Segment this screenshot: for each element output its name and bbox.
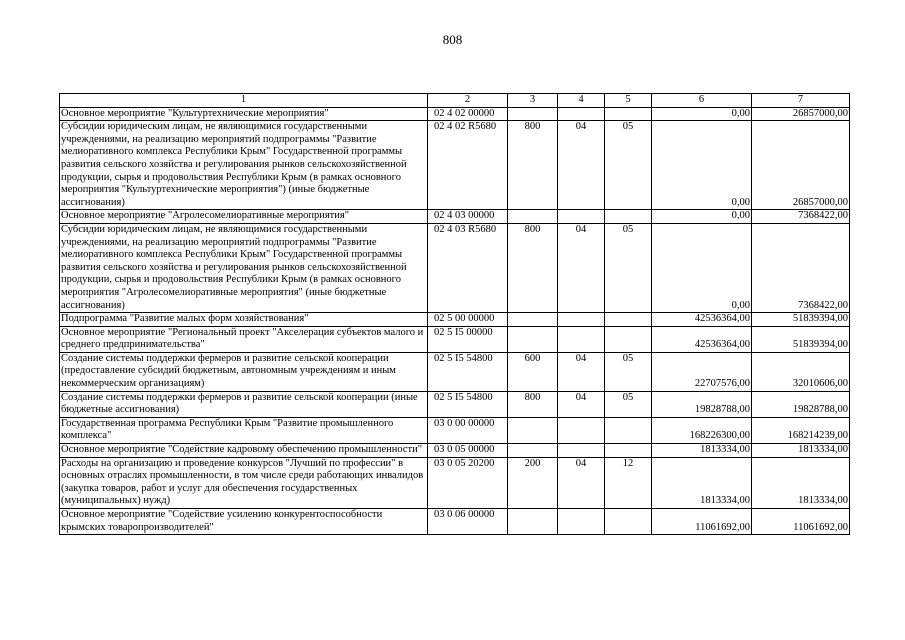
- amount-year-1-cell: 11061692,00: [652, 509, 752, 535]
- table-row: [60, 313, 850, 327]
- amount-year-2-cell: 7368422,00: [752, 210, 850, 224]
- table-row: [60, 121, 850, 210]
- subsection-cell: [605, 210, 652, 224]
- column-number: 5: [605, 94, 652, 108]
- row-name-cell: Основное мероприятие "Содействие усилению конкурентоспособности крымских товаропроизводителей": [60, 509, 428, 535]
- expense-type-cell: 200: [508, 457, 558, 508]
- section-cell: 04: [558, 352, 605, 391]
- row-name-cell: Создание системы поддержки фермеров и развитие сельской кооперации (иные бюджетные ассигнования): [60, 391, 428, 417]
- row-name-cell: Основное мероприятие "Региональный проект "Акселерация субъектов малого и среднего предпринимательства": [60, 326, 428, 352]
- amount-year-2-cell: 1813334,00: [752, 444, 850, 458]
- column-number: 7: [752, 94, 850, 108]
- amount-year-2-cell: 26857000,00: [752, 107, 850, 121]
- expense-type-cell: 800: [508, 121, 558, 210]
- budget-table: [59, 93, 850, 535]
- page-number: 808: [442, 32, 463, 47]
- row-name-cell: Государственная программа Республики Крым "Развитие промышленного комплекса": [60, 417, 428, 443]
- expense-type-cell: 600: [508, 352, 558, 391]
- table-row: [60, 391, 850, 417]
- row-name-cell: Расходы на организацию и проведение конкурсов "Лучший по профессии" в основных отраслях промышленности, в том числе среди работающих инвалидов (закупка товаров, работ и услуг для обеспечения государственных (муниципальных) нужд): [60, 457, 428, 508]
- section-cell: [558, 444, 605, 458]
- amount-year-1-cell: 42536364,00: [652, 326, 752, 352]
- amount-year-1-cell: 19828788,00: [652, 391, 752, 417]
- amount-year-2-cell: 51839394,00: [752, 313, 850, 327]
- target-article-code-cell: 03 0 05 20200: [428, 457, 508, 508]
- row-name-cell: Субсидии юридическим лицам, не являющимися государственными учреждениями, на реализацию мероприятий подпрограммы "Развитие мелиоративного комплекса Республики Крым" Государственной программы развития сельского хозяйства и регулирования рынков сельскохозяйственной продукции, сырья и продовольствия Республики Крым (в рамках основного мероприятия "Культуртехнические мероприятия") (иные бюджетные ассигнования): [60, 121, 428, 210]
- subsection-cell: 05: [605, 352, 652, 391]
- column-number-row: [60, 94, 850, 108]
- section-cell: [558, 417, 605, 443]
- row-name-cell: Основное мероприятие "Культуртехнические мероприятия": [60, 107, 428, 121]
- table-row: [60, 223, 850, 312]
- expense-type-cell: [508, 417, 558, 443]
- target-article-code-cell: 02 5 I5 54800: [428, 352, 508, 391]
- target-article-code-cell: 02 5 I5 54800: [428, 391, 508, 417]
- target-article-code-cell: 03 0 00 00000: [428, 417, 508, 443]
- subsection-cell: [605, 326, 652, 352]
- row-name-cell: Основное мероприятие "Агролесомелиоративные мероприятия": [60, 210, 428, 224]
- column-number: 6: [652, 94, 752, 108]
- expense-type-cell: [508, 107, 558, 121]
- amount-year-2-cell: 51839394,00: [752, 326, 850, 352]
- subsection-cell: [605, 417, 652, 443]
- expense-type-cell: [508, 326, 558, 352]
- target-article-code-cell: 02 4 02 00000: [428, 107, 508, 121]
- section-cell: [558, 509, 605, 535]
- section-cell: 04: [558, 223, 605, 312]
- section-cell: 04: [558, 391, 605, 417]
- amount-year-2-cell: 11061692,00: [752, 509, 850, 535]
- amount-year-2-cell: 7368422,00: [752, 223, 850, 312]
- amount-year-1-cell: 168226300,00: [652, 417, 752, 443]
- amount-year-2-cell: 32010606,00: [752, 352, 850, 391]
- column-number: 3: [508, 94, 558, 108]
- row-name-cell: Подпрограмма "Развитие малых форм хозяйствования": [60, 313, 428, 327]
- amount-year-1-cell: 1813334,00: [652, 444, 752, 458]
- amount-year-2-cell: 168214239,00: [752, 417, 850, 443]
- subsection-cell: 05: [605, 391, 652, 417]
- table-row: [60, 457, 850, 508]
- subsection-cell: [605, 444, 652, 458]
- section-cell: [558, 210, 605, 224]
- subsection-cell: [605, 313, 652, 327]
- subsection-cell: 12: [605, 457, 652, 508]
- row-name-cell: Создание системы поддержки фермеров и развитие сельской кооперации (предоставление субсидий бюджетным, автономным учреждениям и иным некоммерческим организациям): [60, 352, 428, 391]
- subsection-cell: [605, 107, 652, 121]
- column-number: 4: [558, 94, 605, 108]
- table-row: [60, 352, 850, 391]
- table-row: [60, 444, 850, 458]
- amount-year-1-cell: 0,00: [652, 223, 752, 312]
- amount-year-1-cell: 22707576,00: [652, 352, 752, 391]
- amount-year-1-cell: 0,00: [652, 107, 752, 121]
- expense-type-cell: 800: [508, 391, 558, 417]
- table-row: [60, 509, 850, 535]
- expense-type-cell: [508, 210, 558, 224]
- target-article-code-cell: 02 4 03 00000: [428, 210, 508, 224]
- subsection-cell: 05: [605, 223, 652, 312]
- target-article-code-cell: 02 5 I5 00000: [428, 326, 508, 352]
- expense-type-cell: [508, 509, 558, 535]
- target-article-code-cell: 02 4 03 R5680: [428, 223, 508, 312]
- table-row: [60, 417, 850, 443]
- row-name-cell: Субсидии юридическим лицам, не являющимися государственными учреждениями, на реализацию мероприятий подпрограммы "Развитие мелиоративного комплекса Республики Крым" Государственной программы развития сельского хозяйства и регулирования рынков сельскохозяйственной продукции, сырья и продовольствия Республики Крым (в рамках основного мероприятия "Агролесомелиоративные мероприятия" (иные бюджетные ассигнования): [60, 223, 428, 312]
- column-number: 2: [428, 94, 508, 108]
- subsection-cell: 05: [605, 121, 652, 210]
- amount-year-2-cell: 19828788,00: [752, 391, 850, 417]
- target-article-code-cell: 03 0 06 00000: [428, 509, 508, 535]
- section-cell: 04: [558, 121, 605, 210]
- amount-year-2-cell: 26857000,00: [752, 121, 850, 210]
- row-name-cell: Основное мероприятие "Содействие кадровому обеспечению промышленности": [60, 444, 428, 458]
- subsection-cell: [605, 509, 652, 535]
- amount-year-2-cell: 1813334,00: [752, 457, 850, 508]
- expense-type-cell: 800: [508, 223, 558, 312]
- amount-year-1-cell: 0,00: [652, 210, 752, 224]
- column-number: 1: [60, 94, 428, 108]
- target-article-code-cell: 03 0 05 00000: [428, 444, 508, 458]
- target-article-code-cell: 02 4 02 R5680: [428, 121, 508, 210]
- section-cell: [558, 326, 605, 352]
- budget-table-body: [60, 94, 850, 535]
- section-cell: [558, 313, 605, 327]
- section-cell: 04: [558, 457, 605, 508]
- target-article-code-cell: 02 5 00 00000: [428, 313, 508, 327]
- expense-type-cell: [508, 444, 558, 458]
- amount-year-1-cell: 0,00: [652, 121, 752, 210]
- expense-type-cell: [508, 313, 558, 327]
- amount-year-1-cell: 42536364,00: [652, 313, 752, 327]
- table-row: [60, 326, 850, 352]
- amount-year-1-cell: 1813334,00: [652, 457, 752, 508]
- section-cell: [558, 107, 605, 121]
- table-row: [60, 107, 850, 121]
- table-row: [60, 210, 850, 224]
